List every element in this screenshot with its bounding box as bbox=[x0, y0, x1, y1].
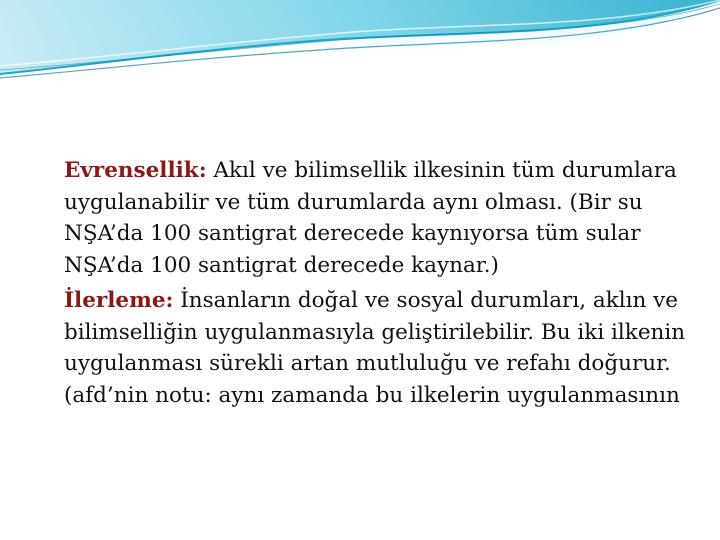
bullet-text: İnsanların doğal ve sosyal durumları, aklın ve bilimselliğin uygulanmasıyla geliştirilebilir. Bu iki ilkenin uygulanması sürekli artan mutluluğu ve refahı doğurur. (afd’nin notu: aynı zamanda bu ilkelerin uygulanmasının bbox=[64, 288, 686, 408]
bullet-list bbox=[40, 155, 690, 415]
decorative-wave-banner bbox=[0, 0, 720, 90]
bullet-item-evrensellik bbox=[40, 155, 690, 281]
bullet-term: İlerleme: bbox=[64, 288, 174, 313]
bullet-term: Evrensellik: bbox=[64, 158, 207, 183]
bullet-text: Akıl ve bilimsellik ilkesinin tüm durumlara uygulanabilir ve tüm durumlarda aynı olması. (Bir su NŞA’da 100 santigrat derecede kaynıyorsa tüm sular NŞA’da 100 santigrat derecede kaynar.) bbox=[64, 158, 677, 278]
bullet-item-ilerleme bbox=[40, 285, 690, 411]
